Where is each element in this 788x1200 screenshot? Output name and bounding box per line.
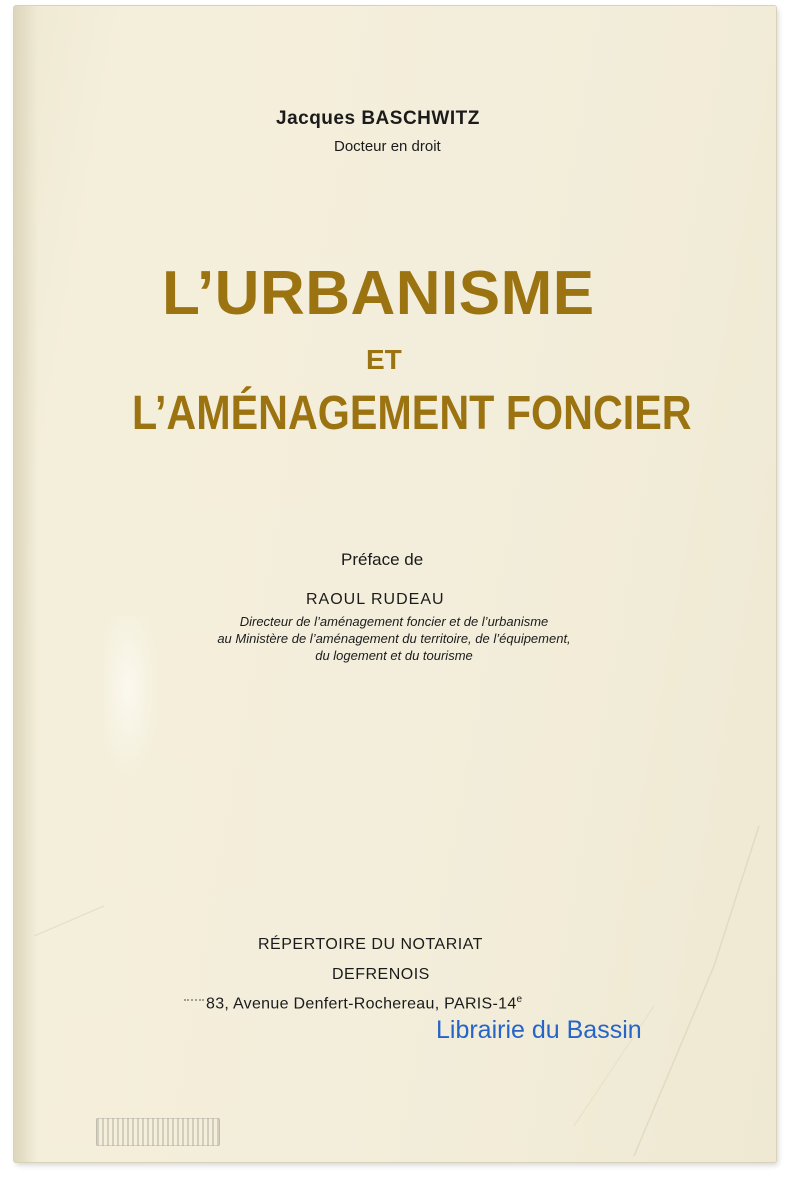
title-line-1: L’URBANISME xyxy=(162,259,595,328)
author-last-name: BASCHWITZ xyxy=(361,108,480,129)
library-stamp xyxy=(96,1118,220,1146)
title-line-3: L’AMÉNAGEMENT FONCIER xyxy=(132,387,692,440)
publisher-line-2: DEFRENOIS xyxy=(332,966,430,983)
preface-author: RAOUL RUDEAU xyxy=(306,591,445,608)
author-degree: Docteur en droit xyxy=(334,138,441,155)
publisher-line-1: RÉPERTOIRE DU NOTARIAT xyxy=(258,936,483,953)
preface-label: Préface de xyxy=(341,550,424,569)
bookseller-watermark: Librairie du Bassin xyxy=(436,1016,642,1044)
preface-role-line-3: du logement et du tourisme xyxy=(315,648,473,663)
author-first-name: Jacques xyxy=(276,108,356,129)
dot-mark xyxy=(184,999,204,1003)
publisher-address-suffix: e xyxy=(516,994,523,1005)
crease-lines xyxy=(14,6,776,1162)
publisher-address xyxy=(206,994,522,1013)
preface-role-line-1: Directeur de l’aménagement foncier et de l’urbanisme xyxy=(239,614,549,629)
preface-role-line-2: au Ministère de l’aménagement du territoire, de l’équipement, xyxy=(217,631,571,646)
publisher-address-text: 83, Avenue Denfert-Rochereau, PARIS-14 xyxy=(206,995,517,1013)
title-line-2: ET xyxy=(366,344,402,375)
author-name xyxy=(276,108,480,130)
book-cover xyxy=(14,6,776,1162)
